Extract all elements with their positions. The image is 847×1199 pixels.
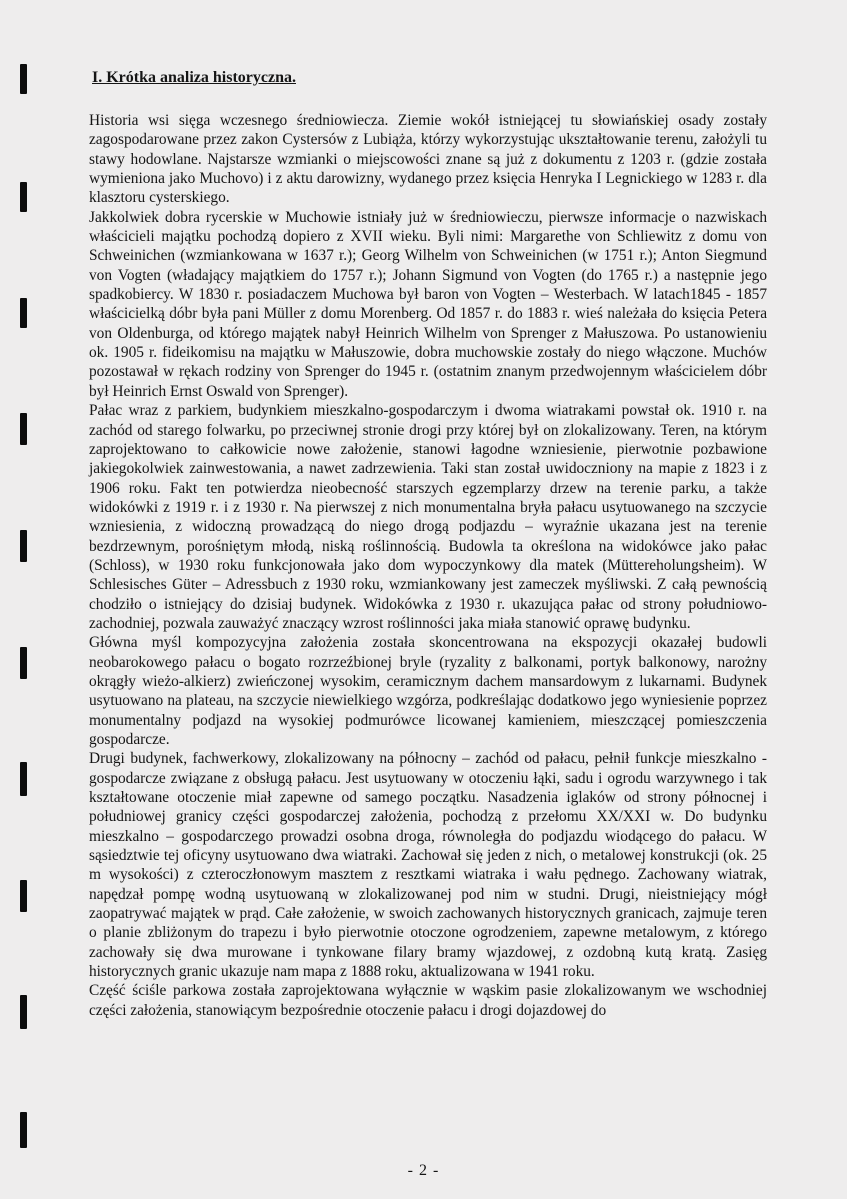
- binder-mark: [20, 762, 27, 796]
- binder-mark: [20, 530, 27, 562]
- paragraph: Główna myśl kompozycyjna założenia została skoncentrowana na ekspozycji okazałej budowli neobarokowego pałacu o bogato rozrzeźbionej bryle (ryzality z balkonami, portyk balkonowy, narożny okrągły wieżo-alkierz) zwieńczonej wysokim, ceramicznym dachem mansardowym z lukarnami. Budynek usytuowano na plateau, na szczycie niewielkiego wzgórza, podkreślając dodatkowo jego wyniesienie poprzez monumentalny podjazd na wysokiej podmurówce licowanej kamieniem, mieszczącej pomieszczenia gospodarcze.: [89, 634, 767, 748]
- body-text: [89, 111, 767, 1020]
- section-heading: I. Krótka analiza historyczna.: [92, 69, 296, 86]
- paragraph: Pałac wraz z parkiem, budynkiem mieszkalno-gospodarczym i dwoma wiatrakami powstał ok. 1910 r. na zachód od starego folwarku, po przeciwnej stronie drogi przy której był on zlokalizowany. Teren, na którym zaprojektowano to całkowicie nowe założenie, stanowi łagodne wzniesienie, pierwotnie pozbawione jakiegokolwiek zainwestowania, a nawet zadrzewienia. Taki stan został uwidoczniony na mapie z 1823 i z 1906 roku. Fakt ten potwierdza nieobecność starszych egzemplarzy drzew na terenie parku, a także widokówki z 1919 r. i z 1930 r. Na pierwszej z nich monumentalna bryła pałacu usytuowanego na szczycie wzniesienia, z widoczną prowadzącą do niego drogą podjazdu – wyraźnie ukazana jest na terenie bezdrzewnym, porośniętym młodą, niską roślinnością. Budowla ta określona na widokówce jako pałac (Schloss), w 1930 roku funkcjonowała jako dom wypoczynkowy dla matek (Müttereholungsheim). W Schlesisches Güter – Adressbuch z 1930 roku, wzmiankowany jest zameczek myśliwski. Z całą pewnością chodziło o istniejący do dzisiaj budynek. Widokówka z 1930 r. ukazująca pałac od strony południowo-zachodniej, pozwala zauważyć znaczący wzrost roślinności jaka miała stanowić oprawę budynku.: [89, 402, 767, 632]
- page-number: - 2 -: [407, 1162, 440, 1179]
- paragraph: Część ściśle parkowa została zaprojektowana wyłącznie w wąskim pasie zlokalizowanym we wschodniej części założenia, stanowiącym bezpośrednie otoczenie pałacu i drogi dojazdowej do: [89, 982, 767, 1019]
- binder-mark: [20, 182, 27, 212]
- paragraph: Historia wsi sięga wczesnego średniowiecza. Ziemie wokół istniejącej tu słowiańskiej osady zostały zagospodarowane przez zakon Cystersów z Lubiąża, którzy wykorzystując ukształtowanie terenu, założyli tu stawy hodowlane. Najstarsze wzmianki o miejscowości znane są już z dokumentu z 1203 r. (gdzie została wymieniona jako Muchovo) i z aktu darowizny, wydanego przez księcia Henryka I Legnickiego w 1283 r. dla klasztoru cysterskiego.: [89, 112, 767, 207]
- binder-mark: [20, 413, 27, 445]
- binder-mark: [20, 1112, 27, 1148]
- binder-mark: [20, 995, 27, 1029]
- binder-mark: [20, 647, 27, 679]
- paragraph: Jakkolwiek dobra rycerskie w Muchowie istniały już w średniowieczu, pierwsze informacje o nazwiskach właścicieli majątku pochodzą dopiero z XVII wieku. Byli nimi: Margarethe von Schliewitz z domu von Schweinichen (wzmiankowana w 1637 r.); Georg Wilhelm von Schweinichen (w 1751 r.); Anton Siegmund von Vogten (władający majątkiem do 1757 r.); Johann Sigmund von Vogten (do 1765 r.) a następnie jego spadkobiercy. W 1830 r. posiadaczem Muchowa był baron von Vogten – Westerbach. W latach1845 - 1857 właścicielką dóbr była pani Müller z domu Morenberg. Od 1857 r. do 1883 r. wieś należała do księcia Petera von Oldenburga, od którego majątek nabył Heinrich Wilhelm von Sprenger z Małuszowa. Po ustanowieniu ok. 1905 r. fideikomisu na majątku w Małuszowie, dobra muchowskie zostały do niego włączone. Muchów pozostawał w rękach rodziny von Sprenger do 1945 r. (ostatnim znanym przedwojennym właścicielem dóbr był Heinrich Ernst Oswald von Sprenger).: [89, 208, 767, 400]
- binder-mark: [20, 298, 27, 328]
- binder-mark: [20, 880, 27, 912]
- binder-mark: [20, 64, 27, 94]
- paragraph: Drugi budynek, fachwerkowy, zlokalizowany na północny – zachód od pałacu, pełnił funkcje mieszkalno - gospodarcze związane z obsługą pałacu. Jest usytuowany w otoczeniu łąki, sadu i ogrodu warzywnego i tak kształtowane otoczenie miał zapewne od samego początku. Nasadzenia iglaków od strony północnej i południowej granicy części gospodarczej założenia, pochodzą z przełomu XX/XXI w. Do budynku mieszkalno – gospodarczego prowadzi osobna droga, równoległa do podjazdu wiodącego do pałacu. W sąsiedztwie tej oficyny usytuowano dwa wiatraki. Zachował się jeden z nich, o metalowej konstrukcji (ok. 25 m wysokości) z czteroczłonowym masztem z resztkami wiatraka i wału pędnego. Zachowany wiatrak, napędzał pompę wodną usytuowaną w zlokalizowanej pod nim w studni. Drugi, nieistniejący mógł zaopatrywać majątek w prąd. Całe założenie, w swoich zachowanych historycznych granicach, zajmuje teren o planie zbliżonym do trapezu i było pierwotnie otoczone ogrodzeniem, zapewne metalowym, z którego zachowały się dwa murowane i tynkowane filary bramy wjazdowej, z ozdobną kutą kratą. Zasięg historycznych granic ukazuje nam mapa z 1888 roku, aktualizowana w 1941 roku.: [89, 750, 767, 981]
